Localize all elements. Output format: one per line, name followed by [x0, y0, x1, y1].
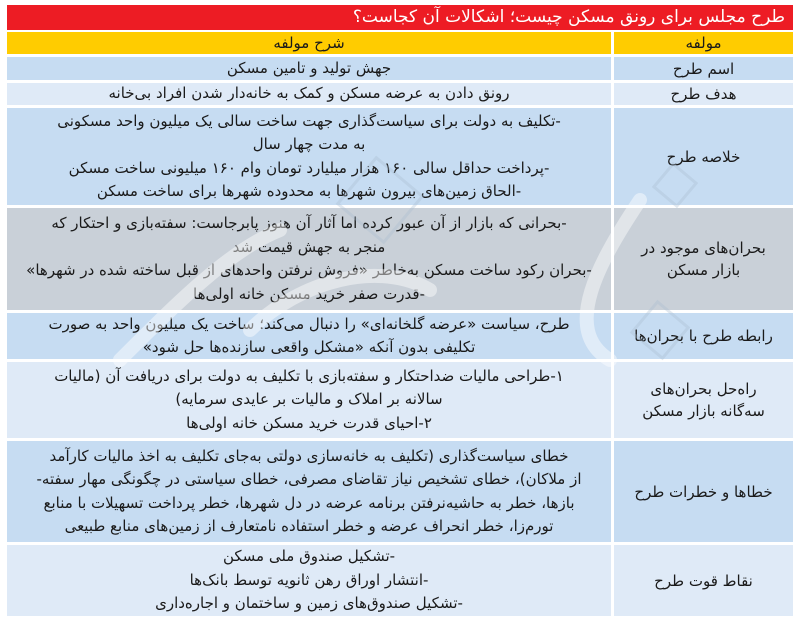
row-value-line: ۱-طراحی مالیات ضداحتکار و سفته‌بازی با تکلیف به دولت برای دریافت آن (مالیات	[54, 366, 564, 385]
row-value	[7, 362, 611, 438]
row-key-text: نقاط قوت طرح	[654, 571, 753, 590]
table-row	[7, 362, 793, 438]
row-value-line: -بحرانی که بازار از آن عبور کرده اما آثار آن هنوز پابرجاست: سفته‌بازی و احتکار که	[51, 214, 567, 232]
row-key-text: خطاها و خطرات طرح	[634, 482, 773, 501]
row-value	[7, 441, 611, 542]
row-key-text: راه‌حل بحران‌های	[650, 380, 757, 398]
row-value-line: رونق دادن به عرضه مسکن و کمک به خانه‌دار شدن افراد بی‌خانه	[108, 84, 510, 103]
row-value-line: -بحران رکود ساخت مسکن به‌خاطر «فروش نرفتن واحدهای از قبل ساخته شده در شهرها»	[26, 261, 592, 279]
row-value-line: -تشکیل صندوق ملی مسکن	[222, 547, 396, 566]
row-value	[7, 108, 611, 205]
header-component: مولفه	[614, 32, 793, 54]
table-row	[7, 313, 793, 359]
row-value-line: تورم‌زا، خطر انحراف عرضه و خطر استفاده نامتعارف از زمین‌های منابع طبیعی	[64, 517, 554, 535]
row-value-line: تکلیفی بدون آنکه «مشکل واقعی سازنده‌ها حل شود»	[142, 338, 476, 356]
row-value-line: -قدرت صفر خرید مسکن خانه اولی‌ها	[193, 284, 426, 303]
row-value-line: منجر به جهش قیمت شد	[232, 237, 386, 256]
table-row	[7, 208, 793, 310]
row-key-text: رابطه طرح با بحران‌ها	[634, 327, 773, 345]
row-key-text: خلاصه طرح	[666, 147, 741, 166]
row-value	[7, 208, 611, 310]
row-value-line: سالانه بر املاک و مالیات بر عایدی سرمایه)	[175, 390, 443, 409]
table-row	[7, 57, 793, 80]
row-value-line: طرح، سیاست «عرضه گلخانه‌ای» را دنبال می‌کند؛ ساخت یک میلیون واحد به صورت	[48, 314, 570, 333]
row-value-line: -انتشار اوراق رهن ثانویه توسط بانک‌ها	[189, 570, 429, 589]
table-row	[7, 108, 793, 205]
row-value-line: از ملاکان)، خطای تشخیص نیاز تقاضای مصرفی، خطای سیاستی در چگونگی مهار سفته-	[36, 470, 582, 488]
row-key	[614, 57, 793, 80]
row-key-text: بازار مسکن	[666, 261, 741, 279]
row-key	[614, 208, 793, 310]
row-value-line: -الحاق زمین‌های بیرون شهرها به محدوده شهرها برای ساخت مسکن	[96, 182, 522, 200]
row-value-line: -پرداخت حداقل سالی ۱۶۰ هزار میلیارد تومان وام ۱۶۰ میلیونی ساخت مسکن	[68, 158, 550, 177]
row-value-line: ۲-احیای قدرت خرید مسکن خانه اولی‌ها	[186, 413, 432, 432]
row-key	[614, 362, 793, 438]
table-row	[7, 441, 793, 542]
row-value-line: خطای سیاست‌گذاری (تکلیف به خانه‌سازی دولتی به‌جای تکلیف به اخذ مالیات کارآمد	[49, 446, 569, 465]
row-value-line: -تشکیل صندوق‌های زمین و ساختمان و اجاره‌داری	[155, 594, 463, 613]
row-key-text: بحران‌های موجود در	[641, 239, 766, 257]
row-value	[7, 545, 611, 616]
table-row	[7, 83, 793, 105]
row-key	[614, 108, 793, 205]
table-header-row	[7, 32, 793, 54]
row-key-text: سه‌گانه بازار مسکن	[642, 402, 765, 420]
row-value	[7, 57, 611, 80]
row-value-line: جهش تولید و تامین مسکن	[226, 58, 392, 77]
row-key	[614, 545, 793, 616]
row-key	[614, 83, 793, 105]
row-value-line: بازها، خطر به حاشیه‌نرفتن برنامه عرضه در دل شهرها، خطر پرداخت تسهیلات با منابع	[43, 493, 575, 512]
row-key-text: اسم طرح	[672, 59, 735, 78]
row-value	[7, 83, 611, 105]
table-row	[7, 545, 793, 616]
row-value-line: به مدت چهار سال	[252, 135, 366, 153]
row-key-text: هدف طرح	[670, 85, 737, 103]
header-description: شرح مولفه	[7, 32, 611, 54]
comparison-table	[7, 5, 793, 619]
row-value-line: -تکلیف به دولت برای سیاست‌گذاری جهت ساخت سالی یک میلیون واحد مسکونی	[57, 111, 561, 130]
row-key	[614, 313, 793, 359]
row-key	[614, 441, 793, 542]
table-title: طرح مجلس برای رونق مسکن چیست؛ اشکالات آن کجاست؟	[7, 5, 793, 30]
row-value	[7, 313, 611, 359]
